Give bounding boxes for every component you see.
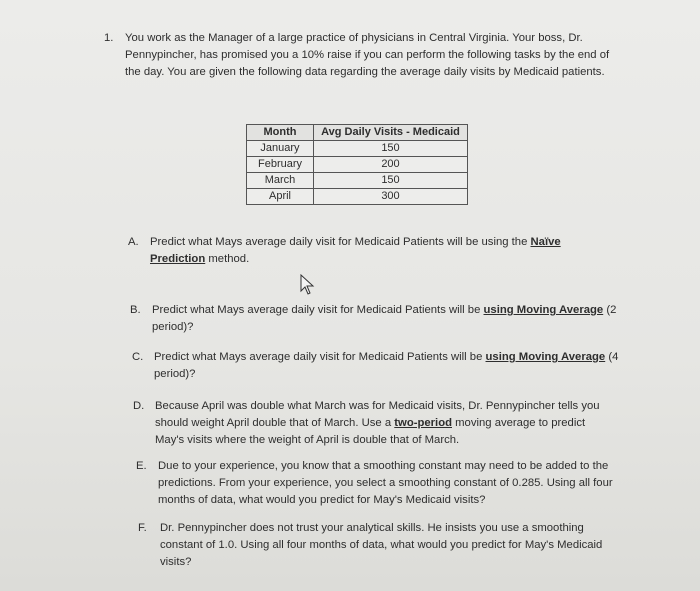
cell-visits: 300 [314,189,468,205]
emphasis: using Moving Average [485,351,606,363]
part-text [150,234,590,268]
visits-table [246,124,468,205]
part-letter: C. [132,351,144,363]
part-letter: E. [136,460,147,472]
header-visits: Avg Daily Visits - Medicaid [314,125,468,141]
cell-visits: 200 [314,157,468,173]
text: (4 period)? [154,351,619,380]
text: method. [205,252,250,265]
text: Predict what Mays average daily visit for Medicaid Patients will be [152,304,484,316]
cell-month: February [247,157,314,173]
cell-visits: 150 [314,141,468,157]
text: Predict what Mays average daily visit for Medicaid Patients will be using the [150,236,531,248]
table-row [247,189,468,205]
mouse-cursor-icon [300,274,316,296]
emphasis: two-period [394,416,452,429]
text: (2 period)? [152,304,617,333]
emphasis: using Moving Average [483,304,604,316]
part-letter: D. [133,400,145,412]
question-number: 1. [104,32,114,44]
text: Because April was double what March was for Medicaid visits, Dr. Pennypincher tells you should weight April double that of March. Use a [155,400,600,429]
part-text [154,349,629,383]
table-row [247,141,468,157]
part-text [152,302,627,336]
part-letter: A. [128,236,139,248]
table-row [247,157,468,173]
table-header-row [247,125,468,141]
cell-month: January [247,141,314,157]
table-row [247,173,468,189]
part-letter: B. [130,304,141,316]
part-text [155,398,610,448]
part-text: Due to your experience, you know that a smoothing constant may need to be added to the predictions. From your experience, you select a smoothing constant of 0.285. Using all four months of data, what would you predict for May's Medicaid visits? [158,460,613,506]
question-intro: You work as the Manager of a large practice of physicians in Central Virginia. Your boss, Dr. Pennypincher, has promised you a 10% raise if you can perform the following tasks by the end of the day. You are given the following data regarding the average daily visits by Medicaid patients. [125,32,610,78]
header-month: Month [247,125,314,141]
cell-month: March [247,173,314,189]
part-text: Dr. Pennypincher does not trust your analytical skills. He insists you use a smoothing constant of 1.0. Using all four months of data, what would you predict for May's Medicaid visits? [160,522,603,568]
emphasis: Naïve Prediction [150,236,561,265]
cell-visits: 150 [314,173,468,189]
part-letter: F. [138,522,147,534]
cell-month: April [247,189,314,205]
text: moving average to predict May's visits where the weight of April is double that of March. [155,416,586,446]
text: Predict what Mays average daily visit for Medicaid Patients will be [154,351,486,363]
